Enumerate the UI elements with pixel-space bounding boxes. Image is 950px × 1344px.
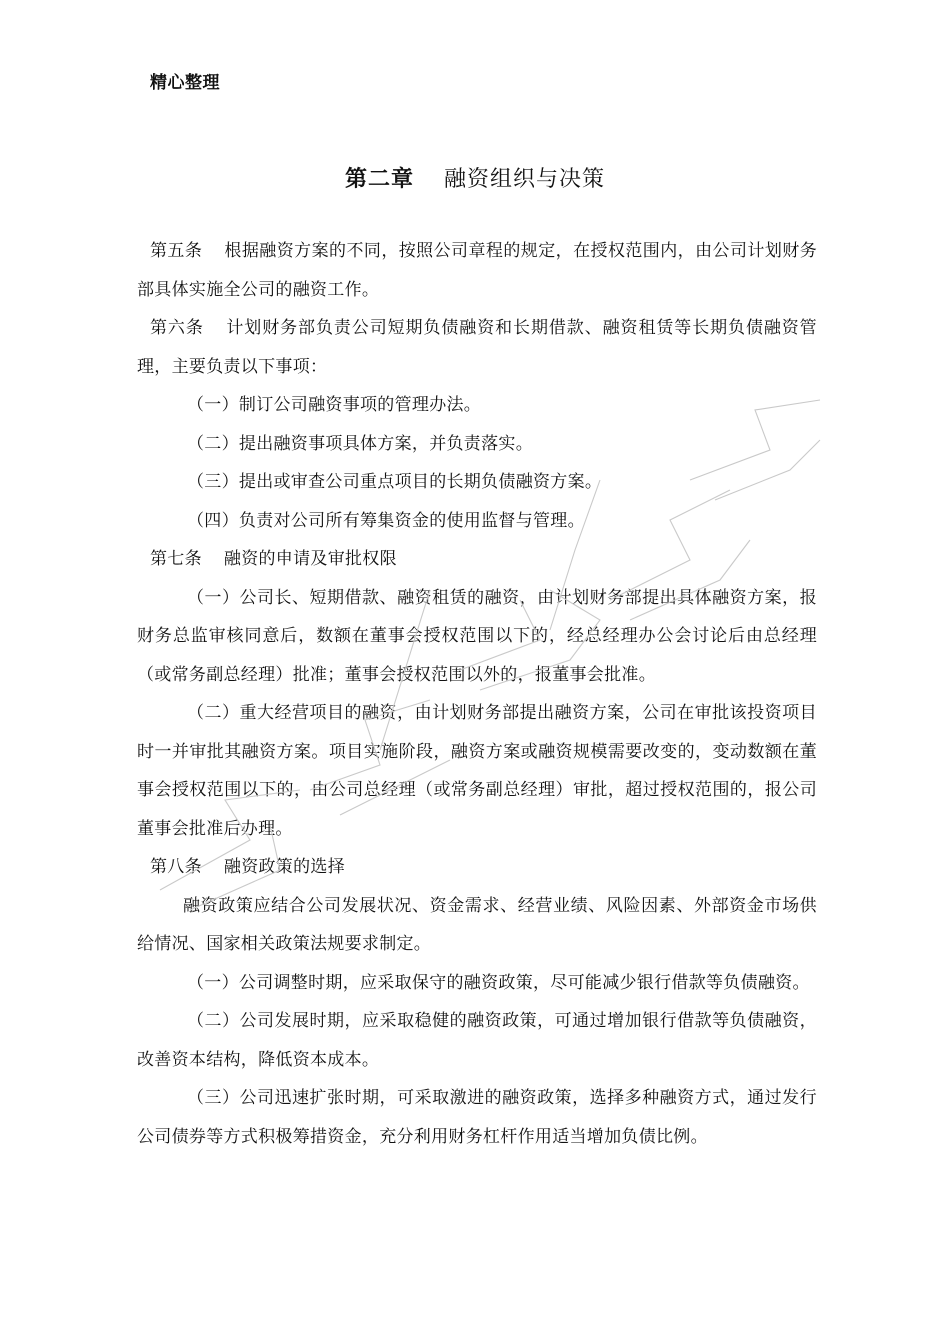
list-item: （三）提出或审查公司重点项目的长期负债融资方案。 — [187, 472, 603, 492]
article-text: 融资的申请及审批权限 — [223, 549, 397, 569]
list-item: （四）负责对公司所有筹集资金的使用监督与管理。 — [187, 510, 585, 531]
list-item: （一）公司调整时期，应采取保守的融资政策，尽可能减少银行借款等负债融资。 — [187, 972, 810, 993]
article-label: 第五条 — [150, 241, 203, 261]
article-6 — [137, 309, 817, 386]
list-item: （二）提出融资事项具体方案，并负责落实。 — [187, 433, 533, 454]
article-text: 计划财务部负责公司短期负债融资和长期借款、融资租赁等长期负债融资管理，主要负责以下事项： — [137, 318, 817, 377]
article-text: 根据融资方案的不同，按照公司章程的规定，在授权范围内，由公司计划财务部具体实施全公司的融资工作。 — [137, 241, 817, 300]
list-item: （一）公司长、短期借款、融资租赁的融资，由计划财务部提出具体融资方案，报财务总监审核同意后，数额在董事会授权范围以下的，经总经理办公会讨论后由总经理（或常务副总经理）批准；董事会授权范围以外的，报董事会批准。 — [137, 587, 817, 685]
article-label: 第八条 — [150, 857, 202, 877]
list-item: （二）公司发展时期，应采取稳健的融资政策，可通过增加银行借款等负债融资，改善资本结构，降低资本成本。 — [137, 1011, 817, 1070]
page-header: 精心整理 — [150, 73, 220, 93]
article-text: 融资政策的选择 — [223, 857, 346, 877]
list-item: （一）制订公司融资事项的管理办法。 — [187, 395, 482, 415]
document-body — [137, 232, 817, 1156]
article-7 — [137, 540, 817, 579]
article-label: 第六条 — [150, 318, 204, 338]
article-intro: 融资政策应结合公司发展状况、资金需求、经营业绩、风险因素、外部资金市场供给情况、国家相关政策法规要求制定。 — [137, 895, 817, 954]
article-label: 第七条 — [150, 549, 202, 569]
list-item: （三）公司迅速扩张时期，可采取激进的融资政策，选择多种融资方式，通过发行公司债券等方式积极筹措资金，充分利用财务杠杆作用适当增加负债比例。 — [137, 1088, 817, 1147]
chapter-title: 融资组织与决策 — [444, 167, 606, 192]
chapter-heading — [0, 162, 950, 193]
article-8 — [137, 848, 817, 887]
list-item: （二）重大经营项目的融资，由计划财务部提出融资方案，公司在审批该投资项目时一并审批其融资方案。项目实施阶段，融资方案或融资规模需要改变的，变动数额在董事会授权范围以下的，由公司总经理（或常务副总经理）审批，超过授权范围的，报公司董事会批准后办理。 — [137, 703, 817, 839]
chapter-number: 第二章 — [344, 167, 414, 192]
article-5 — [137, 232, 817, 309]
